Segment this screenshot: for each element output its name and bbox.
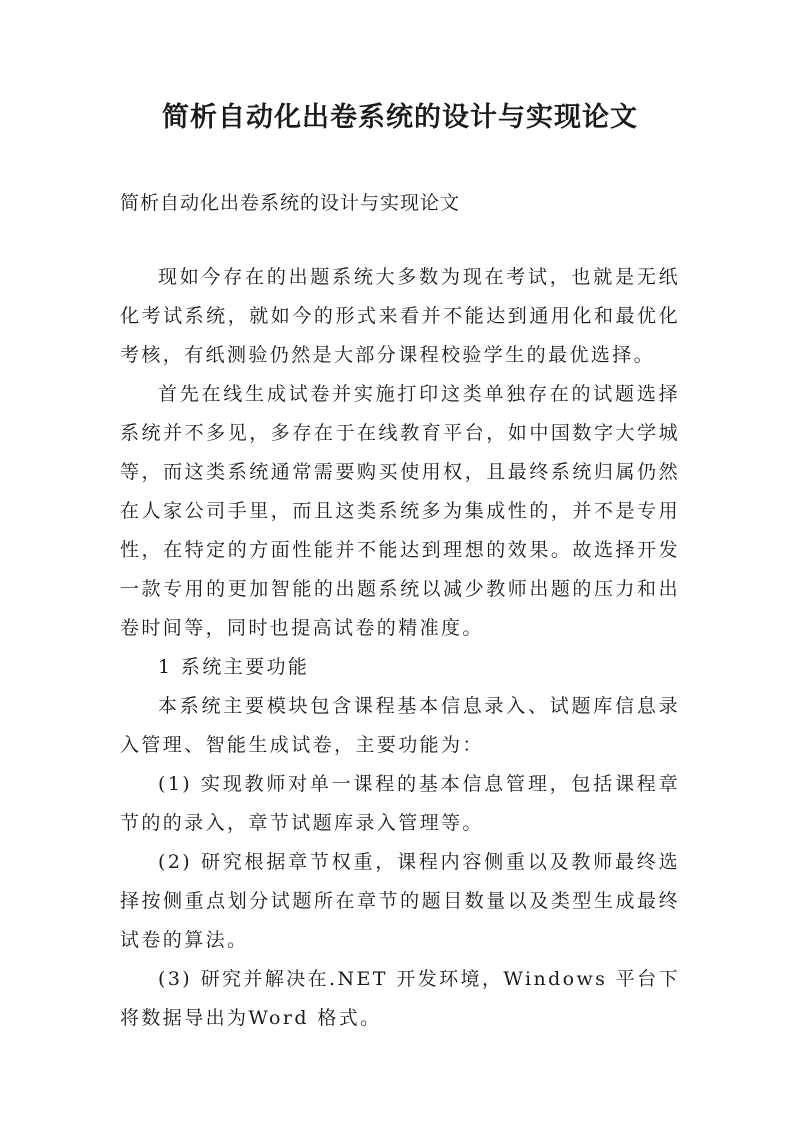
section-heading-main-functions: 1 系统主要功能	[158, 656, 310, 678]
document-title: 简析自动化出卷系统的设计与实现论文	[162, 102, 638, 133]
document-body	[120, 258, 680, 1038]
list-item-function-1: (1) 实现教师对单一课程的基本信息管理，包括课程章节的的录入，章节试题库录入管理等。	[120, 773, 680, 834]
paragraph-modules: 本系统主要模块包含课程基本信息录入、试题库信息录入管理、智能生成试卷，主要功能为：	[120, 695, 680, 756]
list-item-function-3: (3) 研究并解决在.NET 开发环境，Windows 平台下将数据导出为Word 格式。	[120, 968, 680, 1029]
paragraph-intro: 现如今存在的出题系统大多数为现在考试，也就是无纸化考试系统，就如今的形式来看并不能达到通用化和最优化考核，有纸测验仍然是大部分课程校验学生的最优选择。	[120, 266, 680, 366]
paragraph-background: 首先在线生成试卷并实施打印这类单独存在的试题选择系统并不多见，多存在于在线教育平台，如中国数字大学城等，而这类系统通常需要购买使用权，且最终系统归属仍然在人家公司手里，而且这类系统多为集成性的，并不是专用性，在特定的方面性能并不能达到理想的效果。故选择开发一款专用的更加智能的出题系统以减少教师出题的压力和出卷时间等，同时也提高试卷的精准度。	[120, 383, 680, 639]
document-subtitle: 简析自动化出卷系统的设计与实现论文	[120, 192, 461, 214]
list-item-function-2: (2) 研究根据章节权重，课程内容侧重以及教师最终选择按侧重点划分试题所在章节的题目数量以及类型生成最终试卷的算法。	[120, 851, 680, 951]
